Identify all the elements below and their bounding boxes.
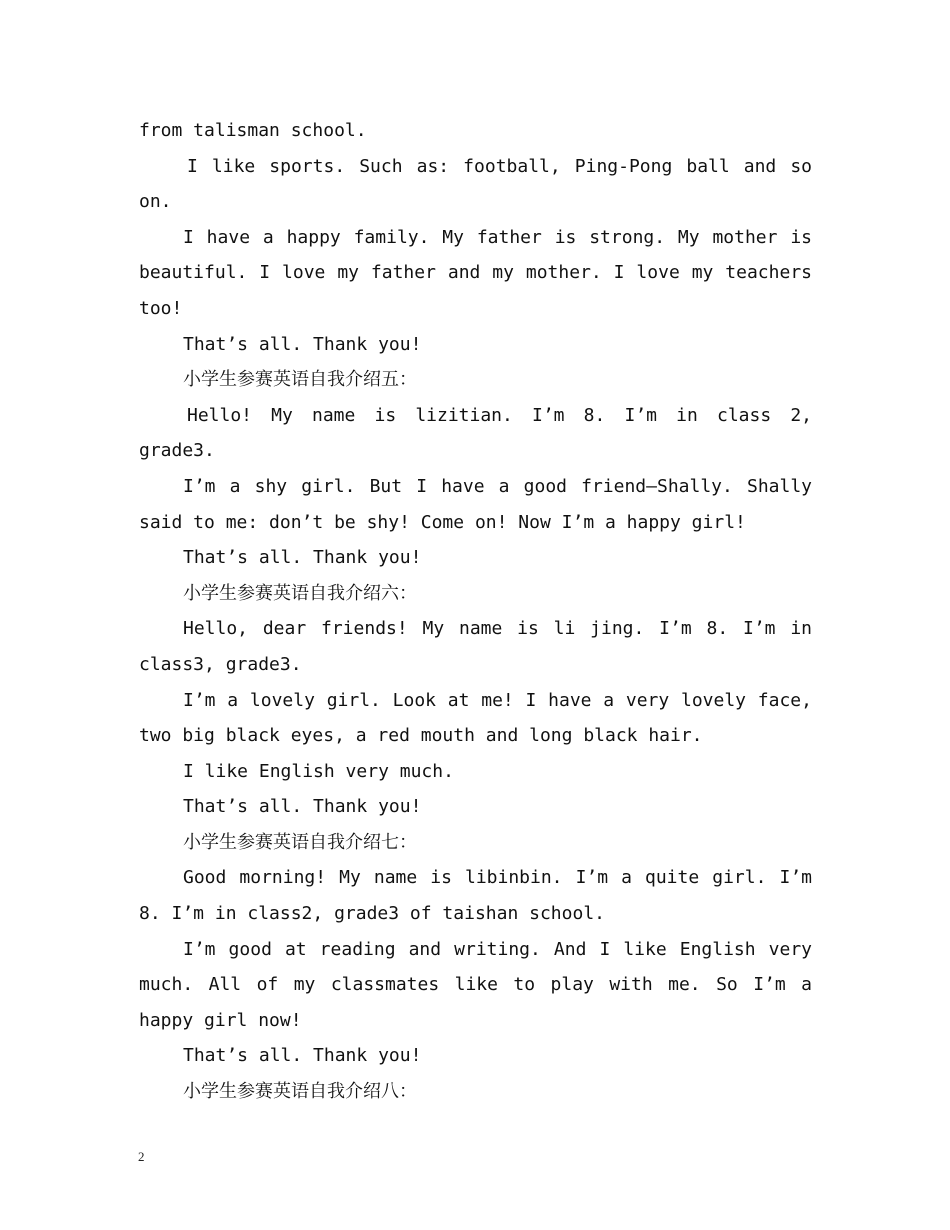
paragraph: That’s all. Thank you!	[183, 547, 422, 569]
document-body	[139, 113, 812, 1110]
paragraph: That’s all. Thank you!	[183, 333, 422, 355]
paragraph: I like sports. Such as: football, Ping-Pong ball and so on.	[139, 155, 812, 213]
paragraph: Hello! My name is lizitian. I’m 8. I’m in class 2, grade3.	[139, 404, 812, 462]
paragraph: I’m a shy girl. But I have a good friend—Shally. Shally said to me: don’t be shy! Come on! Now I’m a happy girl!	[139, 475, 812, 533]
paragraph: Hello, dear friends! My name is li jing. I’m 8. I’m in class3, grade3.	[139, 618, 812, 675]
paragraph: I’m a lovely girl. Look at me! I have a very lovely face, two big black eyes, a red mouth and long black hair.	[139, 689, 812, 747]
paragraph: from talisman school.	[139, 120, 367, 141]
section-heading: 小学生参赛英语自我介绍五：	[183, 369, 417, 391]
page-number: 2	[138, 1149, 145, 1164]
section-heading: 小学生参赛英语自我介绍八：	[183, 1081, 417, 1103]
paragraph: I like English very much.	[183, 760, 454, 782]
paragraph: That’s all. Thank you!	[183, 796, 422, 818]
paragraph: Good morning! My name is libinbin. I’m a quite girl. I’m 8. I’m in class2, grade3 of taishan school.	[139, 867, 812, 925]
paragraph: I’m good at reading and writing. And I like English very much. All of my classmates like to play with me. So I’m a happy girl now!	[139, 938, 812, 1031]
paragraph: I have a happy family. My father is strong. My mother is beautiful. I love my father and my mother. I love my teachers too!	[139, 226, 812, 319]
section-heading: 小学生参赛英语自我介绍七：	[183, 831, 417, 853]
paragraph: That’s all. Thank you!	[183, 1045, 422, 1067]
section-heading: 小学生参赛英语自我介绍六：	[183, 582, 417, 604]
